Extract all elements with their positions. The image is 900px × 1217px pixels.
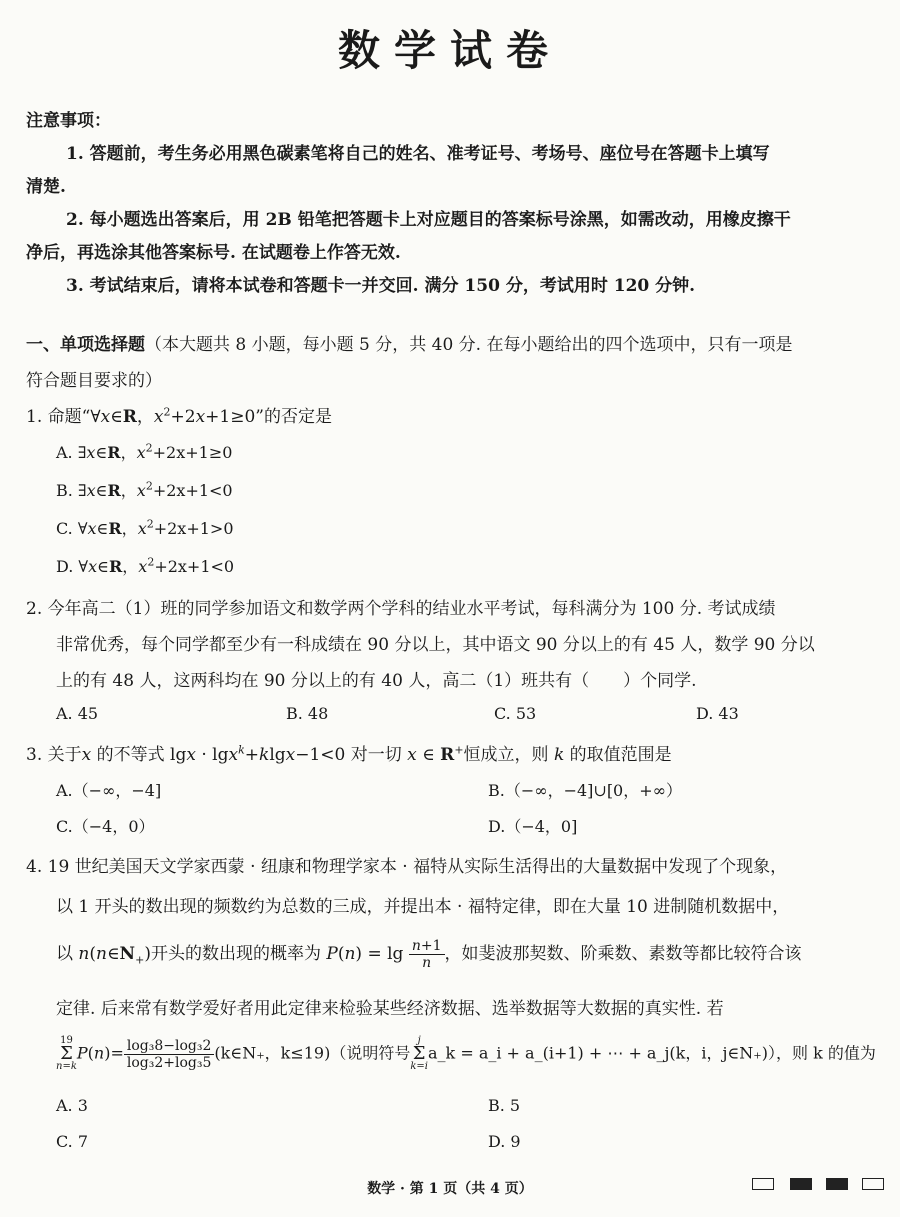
corner-mark-empty-2 <box>862 1178 884 1190</box>
q3-g: ∈ <box>416 745 441 765</box>
q4-option-c[interactable]: C. 7 <box>56 1132 89 1151</box>
section-heading <box>26 330 793 355</box>
q3-h: 恒成立，则 <box>463 745 554 765</box>
section-heading-rest: （本大题共 8 小题，每小题 5 分，共 40 分. 在每小题给出的四个选项中，只有一项是 <box>145 335 793 355</box>
q3-d: + <box>244 745 259 765</box>
q2-option-c[interactable]: C. 53 <box>494 704 537 723</box>
q4-option-a[interactable]: A. 3 <box>56 1096 88 1115</box>
q1-stem-e: +1≥0”的否定是 <box>205 407 332 427</box>
notice-item-2: 2. 每小题选出答案后，用 2B 铅笔把答题卡上对应题目的答案标号涂黑，如需改动，用橡皮擦干 <box>66 210 791 230</box>
q1-opt-a-label: A. ∃ <box>56 443 87 462</box>
sum-symbol: 19 Σ n=k <box>56 1035 77 1072</box>
sum-symbol-2: j Σ k=i <box>410 1035 428 1072</box>
q1-option-b[interactable]: B. ∃x∈R，$x^2+2x+1<0$ <box>56 479 233 500</box>
q3-c: · lg <box>195 745 229 765</box>
q1-stem-b: ∈ <box>110 407 123 427</box>
q1-opt-c-label: C. ∀ <box>56 519 88 538</box>
question-4-line-3: 以 $n(n\in N_+)$开头的数出现的概率为 P(n) = lg $\frac{n+1}{n}$ ，如斐波那契数、阶乘数、素数等都比较符合该 <box>56 938 802 971</box>
q4-log-num: log₃8−log₃2 <box>124 1038 215 1055</box>
q4-l5c: a_k = a_i + a_(i+1) + ⋯ + a_j(k，i，j∈N₊)），则 k 的值为 <box>428 1043 876 1063</box>
q2-option-d[interactable]: D. 43 <box>696 704 739 723</box>
q3-a: 3. 关于 <box>26 745 82 765</box>
question-2-line-1: 2. 今年高二（1）班的同学参加语文和数学两个学科的结业水平考试，每科满分为 100 分. 考试成绩 <box>26 599 776 619</box>
q4-fraction-n: $\frac{n+1}{n}$ <box>409 938 445 971</box>
q4-l5b: (k∈N₊，k≤19)（说明符号 <box>214 1043 411 1063</box>
q1-opt-d-tail: +2x+1<0 <box>154 557 235 576</box>
q3-option-c[interactable]: C.（−4，0） <box>56 817 155 836</box>
q1-option-c[interactable]: C. ∀x∈R，$x^2+2x+1>0$ <box>56 517 234 538</box>
question-4-line-5: 19 Σ n=kP(n)= $\frac{\text{log₃8−log₃2}}{\text{log₃2+log₃5}}$ (k∈N₊，k≤19)（说明符号j Σ k=ia_k = a_i + a_(i+1) + ⋯ + a_j(k，i，j∈N₊)），则 k 的值为 <box>56 1035 876 1072</box>
q3-option-b[interactable]: B.（−∞，−4]∪[0，+∞） <box>488 781 682 800</box>
q1-option-a[interactable]: A. ∃x∈R，$x^2+2x+1\ge 0$ <box>56 441 233 462</box>
corner-mark-empty-1 <box>752 1178 774 1190</box>
section-heading-bold: 一、单项选择题 <box>26 335 145 355</box>
notice-item-1: 1. 答题前，考生务必用黑色碳素笔将自己的姓名、准考证号、考场号、座位号在答题卡上填写 <box>66 144 770 164</box>
question-3: 3. 关于x 的不等式 lgx · lgx$^k$+klgx−1<0 对一切 x ∈ R+恒成立，则 k 的取值范围是 <box>26 743 672 765</box>
notice-item-1-cont: 清楚. <box>26 177 66 197</box>
question-2-line-2: 非常优秀，每个同学都至少有一科成绩在 90 分以上，其中语文 90 分以上的有 45 人，数学 90 分以 <box>56 635 815 655</box>
notice-heading: 注意事项： <box>26 111 111 131</box>
q4-option-b[interactable]: B. 5 <box>488 1096 521 1115</box>
question-4-line-2: 以 1 开头的数出现的频数约为总数的三成，并提出本 · 福特定律，即在大量 10 进制随机数据中， <box>56 897 790 917</box>
q4-option-d[interactable]: D. 9 <box>488 1132 521 1151</box>
q3-option-a[interactable]: A.（−∞，−4] <box>56 781 162 800</box>
q3-b: 的不等式 lg <box>91 745 187 765</box>
q4-l3b: 开头的数出现的概率为 <box>150 944 327 964</box>
q1-opt-d-label: D. ∀ <box>56 557 89 576</box>
q1-opt-c-tail: +2x+1>0 <box>153 519 234 538</box>
q1-opt-a-tail: +2x+1≥0 <box>152 443 233 462</box>
q1-option-d[interactable]: D. ∀x∈R，$x^2+2x+1<0$ <box>56 555 235 576</box>
q3-i: 的取值范围是 <box>564 745 672 765</box>
page-footer: 数学 · 第 1 页（共 4 页） <box>367 1181 533 1197</box>
notice-item-3: 3. 考试结束后，请将本试卷和答题卡一并交回. 满分 150 分，考试用时 120 分钟. <box>66 276 696 296</box>
q4-log-fraction <box>124 1038 215 1071</box>
q1-opt-b-tail: +2x+1<0 <box>152 481 233 500</box>
q1-stem-c: ， <box>136 407 154 427</box>
q1-opt-b-label: B. ∃ <box>56 481 87 500</box>
q3-e: lg <box>269 745 286 765</box>
notice-item-2-cont: 净后，再选涂其他答案标号. 在试题卷上作答无效. <box>26 243 401 263</box>
corner-mark-filled-1 <box>790 1178 812 1190</box>
q2-option-a[interactable]: A. 45 <box>56 704 99 723</box>
question-4-line-1: 4. 19 世纪美国天文学家西蒙 · 纽康和物理学家本 · 福特从实际生活得出的大量数据中发现了个现象， <box>26 857 788 877</box>
q3-f: −1<0 对一切 <box>295 745 408 765</box>
question-2-line-3: 上的有 48 人，这两科均在 90 分以上的有 40 人，高二（1）班共有（ ）个同学. <box>56 671 697 691</box>
q4-l3a: 以 <box>56 944 79 964</box>
corner-mark-filled-2 <box>826 1178 848 1190</box>
page-title: 数学试卷 <box>337 26 562 75</box>
question-1: 1. 命题“∀x∈R，$x^2+2x+1\ge 0$”的否定是 <box>26 405 332 427</box>
q2-option-b[interactable]: B. 48 <box>286 704 329 723</box>
question-4-line-4: 定律. 后来常有数学爱好者用此定律来检验某些经济数据、选举数据等大数据的真实性. 若 <box>56 999 724 1019</box>
section-heading-cont: 符合题目要求的） <box>26 371 162 391</box>
q4-l3c: ，如斐波那契数、阶乘数、素数等都比较符合该 <box>444 944 802 964</box>
q3-option-d[interactable]: D.（−4，0] <box>488 817 578 836</box>
q1-stem-d: +2 <box>170 407 196 427</box>
q1-stem-a: 1. 命题“∀ <box>26 407 101 427</box>
q4-log-den: log₃2+log₃5 <box>126 1054 212 1071</box>
